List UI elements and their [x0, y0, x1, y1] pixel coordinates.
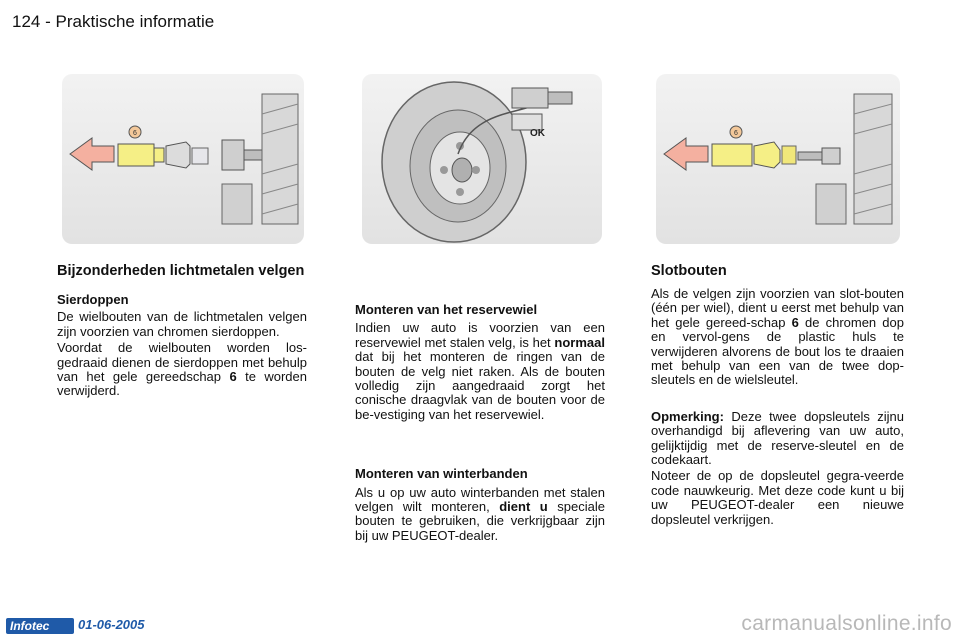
left-column: [57, 263, 307, 399]
spare-wheel-illustration: [362, 74, 602, 244]
note-label: Opmerking:: [651, 408, 724, 424]
header-separator: -: [45, 12, 51, 31]
locking-bolts-heading: Slotbouten: [651, 263, 727, 279]
alloy-wheels-heading: Bijzonderheden lichtmetalen velgen: [57, 263, 305, 279]
hubcap-removal-drawing: [62, 74, 304, 244]
locking-bolt-drawing: [656, 74, 900, 244]
locking-bolt-illustration: [656, 74, 900, 244]
page-number: 124: [12, 12, 41, 31]
spare-wheel-text-a: Indien uw auto is voorzien van een reservewiel met stalen velg, is het: [355, 320, 605, 350]
middle-column: [355, 303, 605, 543]
infotec-badge: Infotec: [6, 618, 74, 634]
spare-wheel-bold: normaal: [554, 334, 605, 350]
watermark: carmanualsonline.info: [741, 612, 952, 635]
winter-tyres-paragraph: [355, 486, 605, 544]
locking-bolts-text-a: Als de velgen zijn voorzien van slot-bouten (één per wiel), dient u eerst met behulp van het gele gereed-schap: [651, 286, 904, 330]
ok-label: OK: [530, 128, 545, 139]
spare-wheel-heading: Monteren van het reservewiel: [355, 302, 538, 317]
winter-tyres-heading: Monteren van winterbanden: [355, 466, 528, 482]
note-text: Deze twee dopsleutels zijnu overhandigd bij aflevering van uw auto, gelijktijdig met de reserve-sleutel en de codekaart.: [651, 408, 904, 468]
hubcaps-removal-paragraph: [57, 341, 307, 399]
tool-number: 6: [229, 369, 237, 385]
winter-tyres-bold: dient u: [499, 499, 548, 515]
locking-bolts-paragraph: [651, 287, 904, 388]
right-column: [651, 263, 904, 527]
footer-date: 01-06-2005: [78, 617, 145, 632]
tool-number: 6: [791, 314, 799, 330]
hubcaps-paragraph: De wielbouten van de lichtmetalen velgen zijn voorzien van chromen sierdoppen.: [57, 309, 307, 339]
locking-bolts-text-b: de chromen dop en vervol-gens de plastic huls te verwijderen alvorens de bout los te draaien met behulp van een van de twee dop-sleutels en de wielsleutel.: [651, 314, 904, 388]
page-header: [12, 12, 214, 32]
winter-tyres-text-a: Als u op uw auto winterbanden met stalen velgen wilt monteren,: [355, 484, 605, 515]
hubcap-removal-illustration: [62, 74, 304, 244]
code-paragraph: Noteer de op de dopsleutel gegra-veerde code nauwkeurig. Met deze code kunt u bij uw PEUGEOT-dealer een nieuwe dopsleutel verkrijgen.: [651, 468, 904, 527]
spare-wheel-paragraph: [355, 321, 605, 422]
hubcaps-removal-text-b: te worden verwijderd.: [57, 369, 307, 399]
hubcaps-removal-text-a: Voordat de wielbouten worden los-gedraaid dienen de sierdoppen met behulp van het gele gereedschap: [57, 340, 307, 385]
section-title: Praktische informatie: [55, 12, 215, 31]
winter-tyres-text-b: speciale bouten te gebruiken, die verkrijgbaar zijn bij uw PEUGEOT-dealer.: [355, 499, 605, 543]
spare-wheel-drawing: [362, 74, 602, 244]
spare-wheel-text-b: dat bij het monteren de ringen van de bouten de velg niet raken. Als de bouten volledig zijn aangedraaid zorgt het conische draagvlak van de bouten voor de be-vestiging van het reservewiel.: [355, 349, 605, 422]
hubcaps-subheading: Sierdoppen: [57, 292, 129, 307]
note-paragraph: [651, 410, 904, 468]
tool-number-label: 6: [133, 130, 137, 137]
tool-number-label: 6: [734, 130, 738, 137]
